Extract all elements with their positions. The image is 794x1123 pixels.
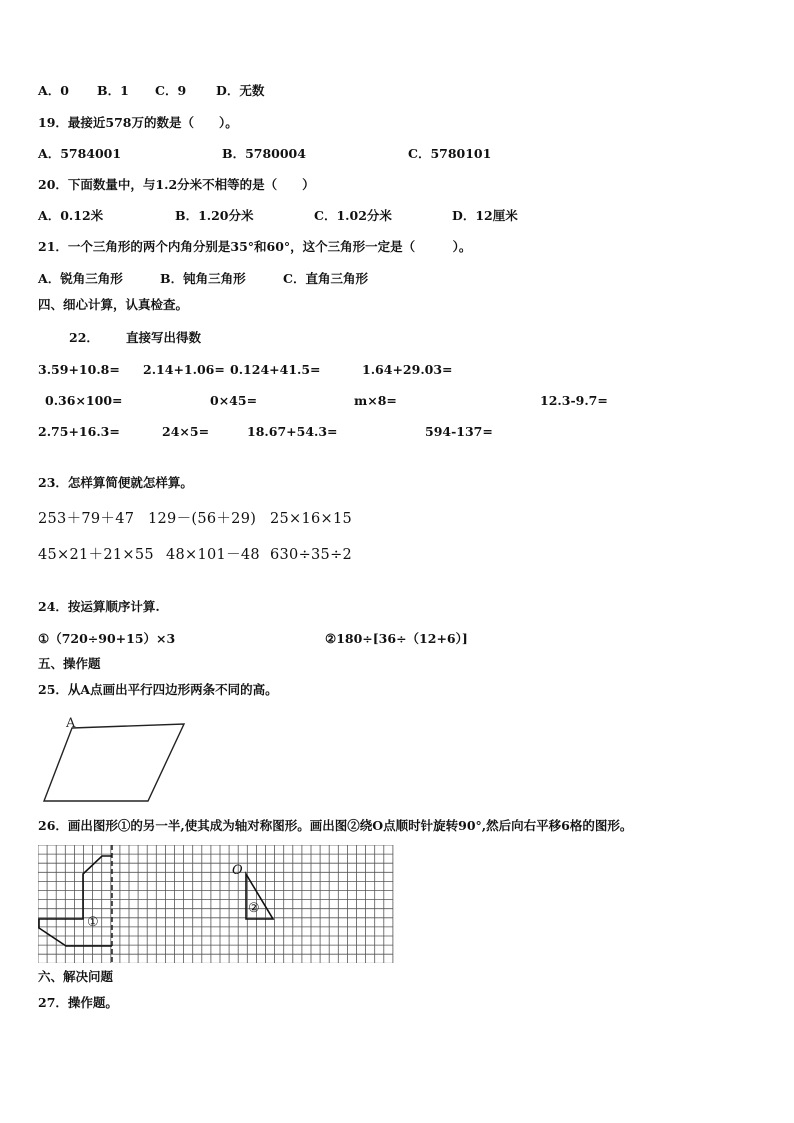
q20-option-b: B．1.20分米 [175, 208, 254, 223]
q23-expr-2: 129－(56＋29) [148, 511, 257, 527]
q22-r2-c4: 12.3-9.7= [540, 393, 608, 408]
q23-expr-6: 630÷35÷2 [270, 547, 353, 563]
q24-stem: 24．按运算顺序计算. [38, 599, 160, 614]
q23-expr-3: 25×16×15 [270, 511, 353, 527]
q22-r1-c4: 1.64+29.03= [362, 362, 453, 377]
point-o-label: O [232, 863, 243, 878]
parallelogram-figure [38, 712, 188, 807]
q22-title: 直接写出得数 [126, 330, 202, 345]
q19-option-c: C．5780101 [408, 146, 492, 161]
section-5-heading: 五、操作题 [38, 656, 101, 671]
q19-option-a: A．5784001 [38, 146, 122, 161]
point-a-label: A [66, 716, 76, 731]
q19-option-b: B．5780004 [222, 146, 306, 161]
q22-r3-c1: 2.75+16.3= [38, 424, 120, 439]
q18-option-a: A．0 [38, 83, 69, 98]
q22-r3-c4: 594-137= [425, 424, 493, 439]
shape-2-label: ② [248, 901, 260, 916]
q23-stem: 23．怎样算简便就怎样算。 [38, 475, 193, 490]
shape-1-label: ① [87, 915, 99, 930]
section-4-heading: 四、细心计算，认真检查。 [38, 297, 189, 312]
q22-r2-c1: 0.36×100= [45, 393, 123, 408]
q18-option-b: B．1 [97, 83, 129, 98]
q22-r3-c2: 24×5= [162, 424, 210, 439]
q25-stem: 25．从A点画出平行四边形两条不同的高。 [38, 682, 278, 697]
grid-figure [38, 845, 394, 963]
q22-r1-c3: 0.124+41.5= [230, 362, 321, 377]
q18-option-c: C．9 [155, 83, 187, 98]
q24-item-1: ①（720÷90+15）×3 [38, 631, 176, 646]
q26-stem: 26．画出图形①的另一半,使其成为轴对称图形。画出图②绕O点顺时针旋转90°,然后向右平移6格的图形。 [38, 818, 633, 833]
q19-stem: 19．最接近578万的数是（ ）。 [38, 115, 238, 130]
q27-stem: 27．操作题。 [38, 995, 118, 1010]
q24-item-2: ②180÷[36÷（12+6）] [325, 631, 468, 646]
q20-option-d: D．12厘米 [452, 208, 518, 223]
q22-r3-c3: 18.67+54.3= [247, 424, 338, 439]
q20-option-a: A．0.12米 [38, 208, 104, 223]
q20-stem: 20．下面数量中，与1.2分米不相等的是（ ） [38, 177, 315, 192]
parallelogram-shape [44, 724, 184, 801]
q21-stem: 21．一个三角形的两个内角分别是35°和60°，这个三角形一定是（ ）。 [38, 239, 472, 254]
q22-r2-c3: m×8= [354, 393, 397, 408]
q22-r2-c2: 0×45= [210, 393, 258, 408]
q21-option-a: A．锐角三角形 [38, 271, 123, 286]
q23-expr-1: 253＋79＋47 [38, 511, 135, 527]
q22-r1-c1: 3.59+10.8= [38, 362, 120, 377]
q22-number: 22． [69, 330, 99, 345]
q22-r1-c2: 2.14+1.06= [143, 362, 225, 377]
q21-option-b: B．钝角三角形 [160, 271, 246, 286]
q23-expr-5: 48×101－48 [166, 547, 260, 563]
q20-option-c: C．1.02分米 [314, 208, 392, 223]
shape-1-half [39, 856, 112, 946]
q21-option-c: C．直角三角形 [283, 271, 368, 286]
q18-option-d: D．无数 [216, 83, 265, 98]
section-6-heading: 六、解决问题 [38, 969, 114, 984]
q23-expr-4: 45×21＋21×55 [38, 547, 154, 563]
